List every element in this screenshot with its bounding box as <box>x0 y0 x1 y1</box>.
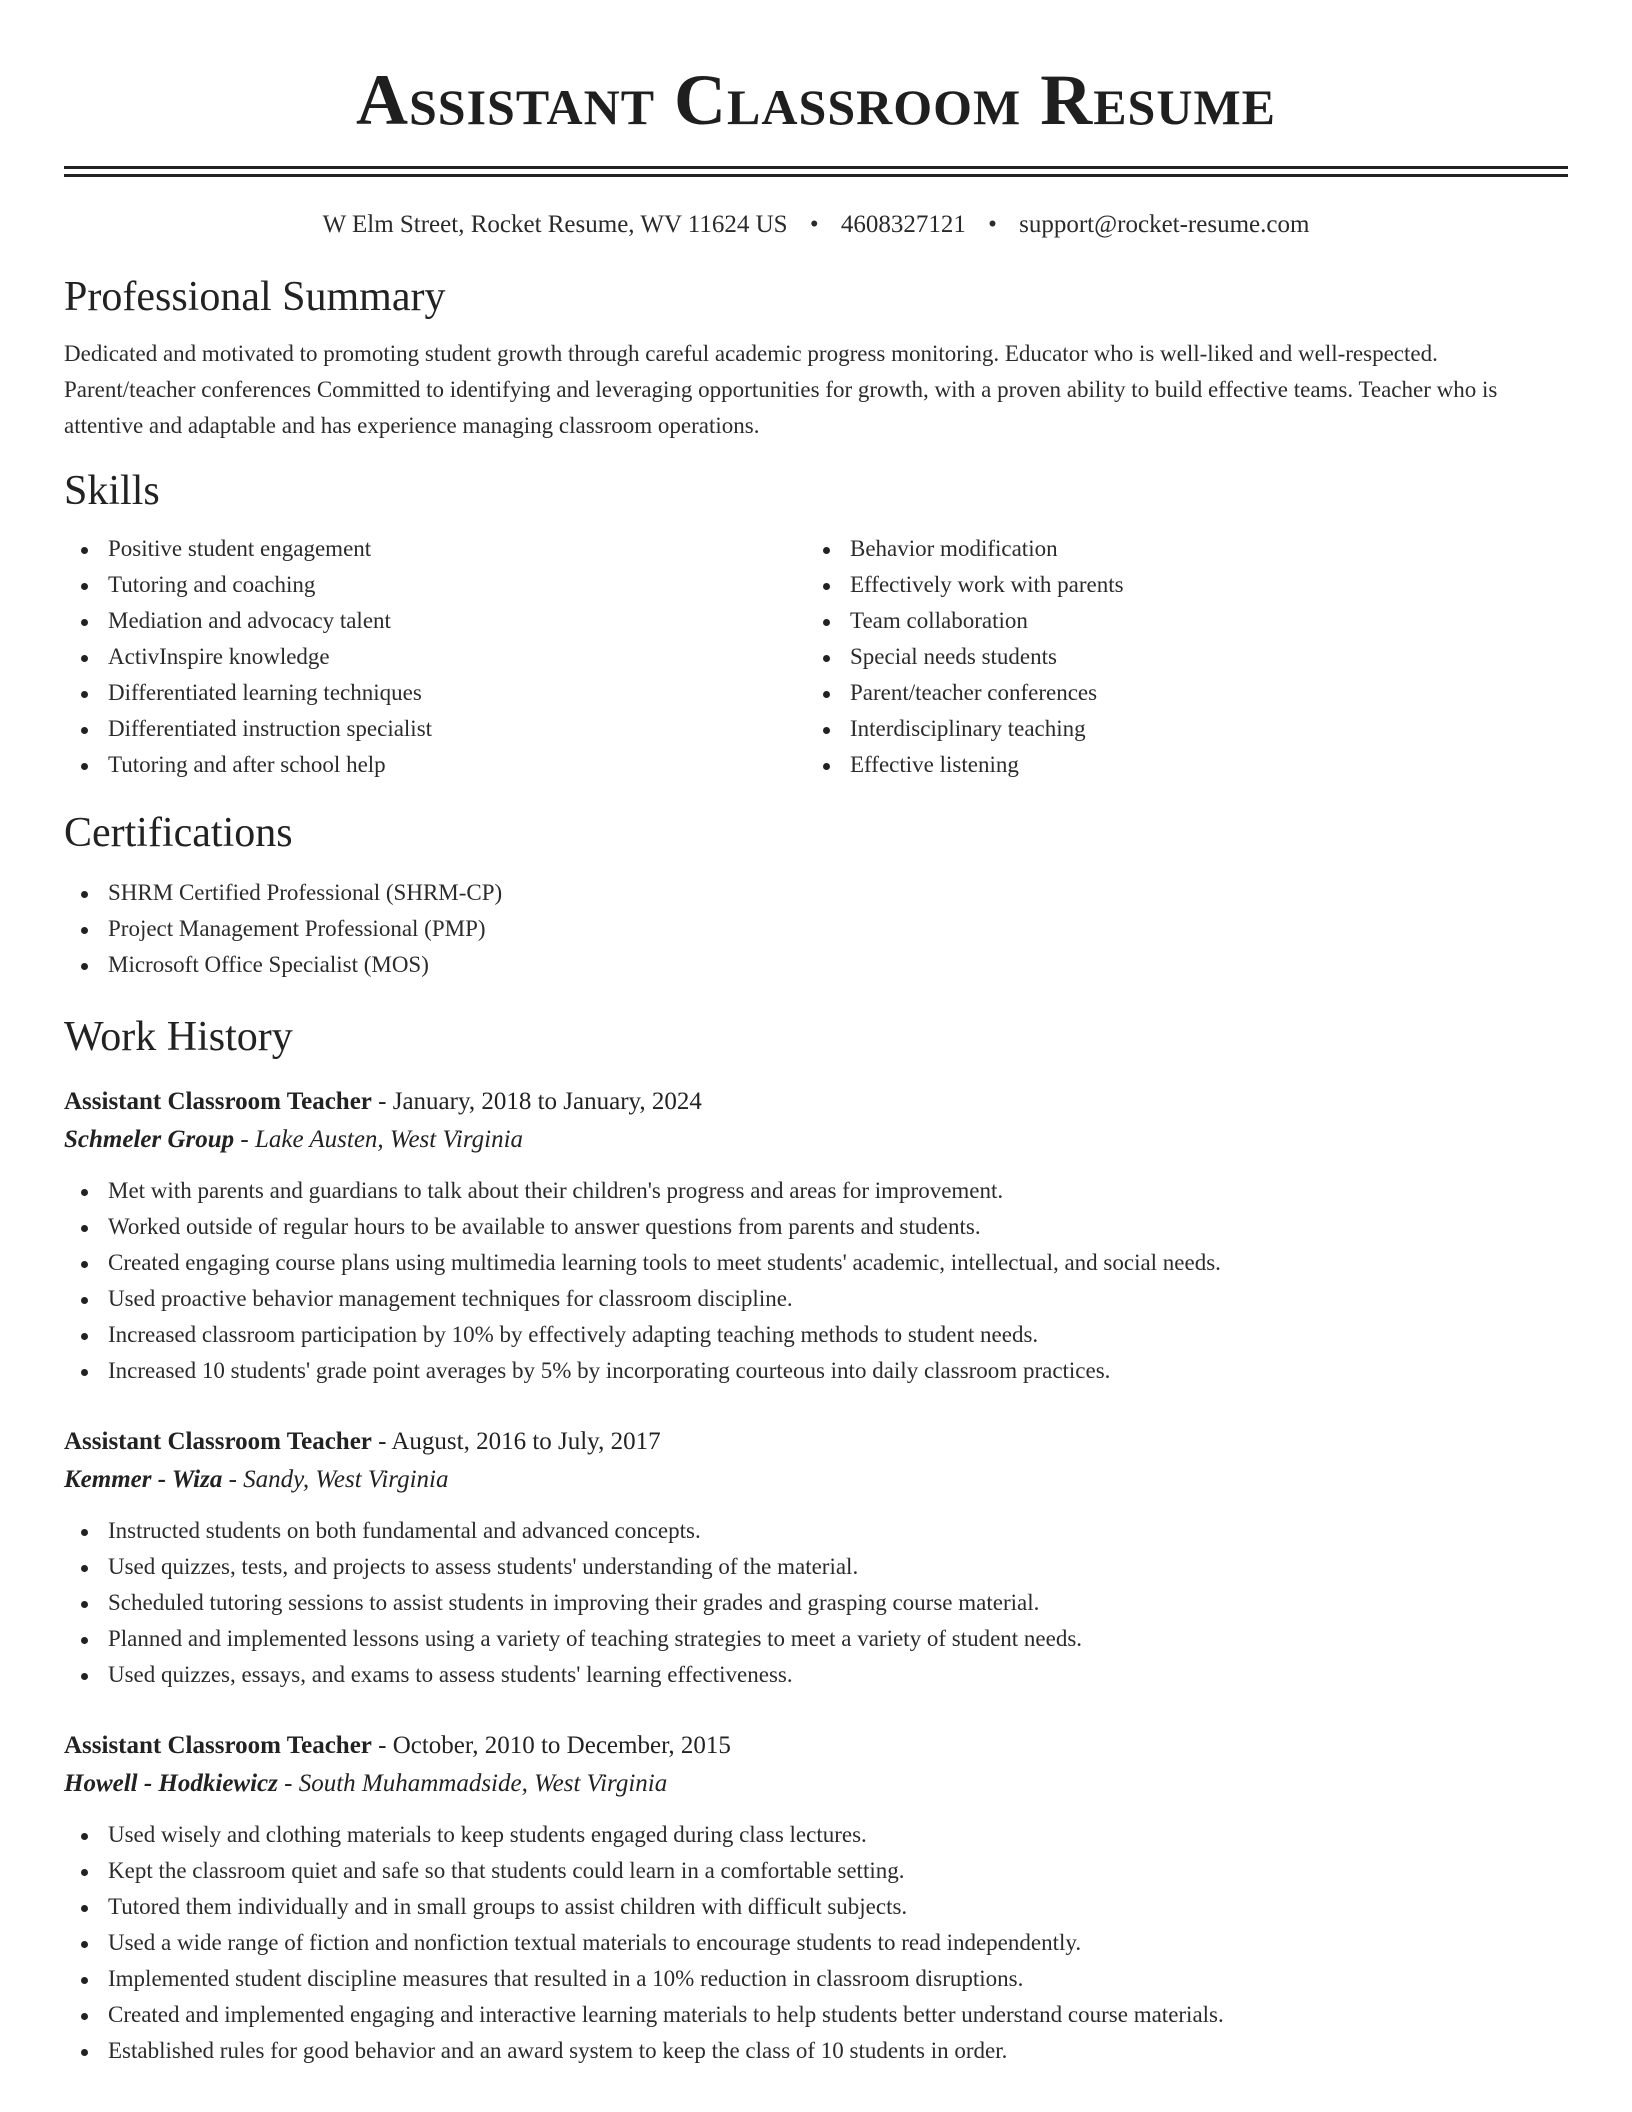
skill-item: Tutoring and after school help <box>108 747 806 783</box>
work-history-heading: Work History <box>64 1014 293 1060</box>
job-entry <box>64 1083 1568 1389</box>
job-bullet: Increased 10 students' grade point averages by 5% by incorporating courteous into daily classroom practices. <box>108 1353 1568 1389</box>
job-dates: - August, 2016 to July, 2017 <box>371 1428 661 1455</box>
skill-item: Positive student engagement <box>108 531 806 567</box>
certification-item: Microsoft Office Specialist (MOS) <box>108 947 1568 983</box>
job-bullet: Implemented student discipline measures that resulted in a 10% reduction in classroom disruptions. <box>108 1961 1568 1997</box>
job-bullet: Scheduled tutoring sessions to assist students in improving their grades and grasping course material. <box>108 1585 1568 1621</box>
job-bullet: Worked outside of regular hours to be available to answer questions from parents and students. <box>108 1209 1568 1245</box>
job-bullet: Used quizzes, tests, and projects to assess students' understanding of the material. <box>108 1549 1568 1585</box>
job-company: Howell - Hodkiewicz <box>64 1770 278 1797</box>
job-title: Assistant Classroom Teacher <box>64 1732 372 1759</box>
job-bullet: Used proactive behavior management techniques for classroom discipline. <box>108 1281 1568 1317</box>
contact-line <box>64 207 1568 243</box>
skills-column-left <box>64 531 806 783</box>
summary-text: Dedicated and motivated to promoting student growth through careful academic progress monitoring. Educator who is well-liked and well-respected. Parent/teacher conferences Committed to identifying and leveraging opportunities for growth, with a proven ability to build effective teams. Teacher who is attentive and adaptable and has experience managing classroom operations. <box>64 341 1498 438</box>
skills-heading: Skills <box>64 468 160 514</box>
job-bullet: Instructed students on both fundamental and advanced concepts. <box>108 1513 1568 1549</box>
skill-item: Special needs students <box>850 639 1548 675</box>
job-company: Schmeler Group <box>64 1126 235 1153</box>
skill-item: Effectively work with parents <box>850 567 1548 603</box>
job-title: Assistant Classroom Teacher <box>64 1088 372 1115</box>
certifications-section <box>64 807 1568 983</box>
skill-item: Behavior modification <box>850 531 1548 567</box>
summary-heading: Professional Summary <box>64 274 446 320</box>
skill-item: Mediation and advocacy talent <box>108 603 806 639</box>
resume-title: Assistant Classroom Resume <box>355 60 1277 140</box>
skill-item: Team collaboration <box>850 603 1548 639</box>
job-title: Assistant Classroom Teacher <box>64 1428 372 1455</box>
skills-column-right <box>806 531 1548 783</box>
job-bullet: Used a wide range of fiction and nonfiction textual materials to encourage students to read independently. <box>108 1925 1568 1961</box>
job-company-line <box>64 1461 1568 1499</box>
resume-page <box>64 0 1568 2069</box>
skill-item: Tutoring and coaching <box>108 567 806 603</box>
job-bullet: Established rules for good behavior and an award system to keep the class of 10 students in order. <box>108 2033 1568 2069</box>
skill-item: Effective listening <box>850 747 1548 783</box>
summary-section <box>64 271 1568 444</box>
job-bullet: Met with parents and guardians to talk about their children's progress and areas for improvement. <box>108 1173 1568 1209</box>
job-bullets <box>64 1817 1568 2069</box>
job-company-line <box>64 1765 1568 1803</box>
job-bullet: Planned and implemented lessons using a variety of teaching strategies to meet a variety of student needs. <box>108 1621 1568 1657</box>
job-header <box>64 1423 1568 1461</box>
job-company: Kemmer - Wiza <box>64 1466 223 1493</box>
job-bullet: Tutored them individually and in small groups to assist children with difficult subjects. <box>108 1889 1568 1925</box>
job-header <box>64 1083 1568 1121</box>
contact-separator: • <box>809 211 819 238</box>
job-dates: - October, 2010 to December, 2015 <box>371 1732 731 1759</box>
job-bullet: Created engaging course plans using multimedia learning tools to meet students' academic, intellectual, and social needs. <box>108 1245 1568 1281</box>
contact-email: support@rocket-resume.com <box>1019 211 1310 238</box>
job-bullet: Kept the classroom quiet and safe so that students could learn in a comfortable setting. <box>108 1853 1568 1889</box>
job-bullet: Created and implemented engaging and interactive learning materials to help students better understand course materials. <box>108 1997 1568 2033</box>
contact-separator: • <box>988 211 997 238</box>
job-bullet: Used wisely and clothing materials to keep students engaged during class lectures. <box>108 1817 1568 1853</box>
job-header <box>64 1727 1568 1765</box>
job-dates: - January, 2018 to January, 2024 <box>371 1088 702 1115</box>
job-entry <box>64 1423 1568 1693</box>
skills-list-left <box>64 531 806 783</box>
job-location: - South Muhammadside, West Virginia <box>277 1770 668 1797</box>
certifications-heading: Certifications <box>64 810 293 856</box>
job-bullet: Increased classroom participation by 10% by effectively adapting teaching methods to student needs. <box>108 1317 1568 1353</box>
skill-item: Differentiated learning techniques <box>108 675 806 711</box>
certifications-list <box>64 875 1568 983</box>
certification-item: SHRM Certified Professional (SHRM-CP) <box>108 875 1568 911</box>
skills-columns <box>64 531 1568 783</box>
job-bullets <box>64 1513 1568 1693</box>
skills-section <box>64 465 1568 783</box>
skill-item: Parent/teacher conferences <box>850 675 1548 711</box>
job-bullet: Used quizzes, essays, and exams to assess students' learning effectiveness. <box>108 1657 1568 1693</box>
job-entry <box>64 1727 1568 2069</box>
work-history-section <box>64 1011 1568 2069</box>
skill-item: Differentiated instruction specialist <box>108 711 806 747</box>
certification-item: Project Management Professional (PMP) <box>108 911 1568 947</box>
job-company-line <box>64 1121 1568 1159</box>
skills-list-right <box>806 531 1548 783</box>
contact-phone: 4608327121 <box>840 211 966 238</box>
title-double-rule <box>64 166 1568 177</box>
job-location: - Sandy, West Virginia <box>222 1466 449 1493</box>
skill-item: Interdisciplinary teaching <box>850 711 1548 747</box>
job-location: - Lake Austen, West Virginia <box>234 1126 524 1153</box>
contact-address: W Elm Street, Rocket Resume, WV 11624 US <box>322 211 788 238</box>
skill-item: ActivInspire knowledge <box>108 639 806 675</box>
job-bullets <box>64 1173 1568 1389</box>
